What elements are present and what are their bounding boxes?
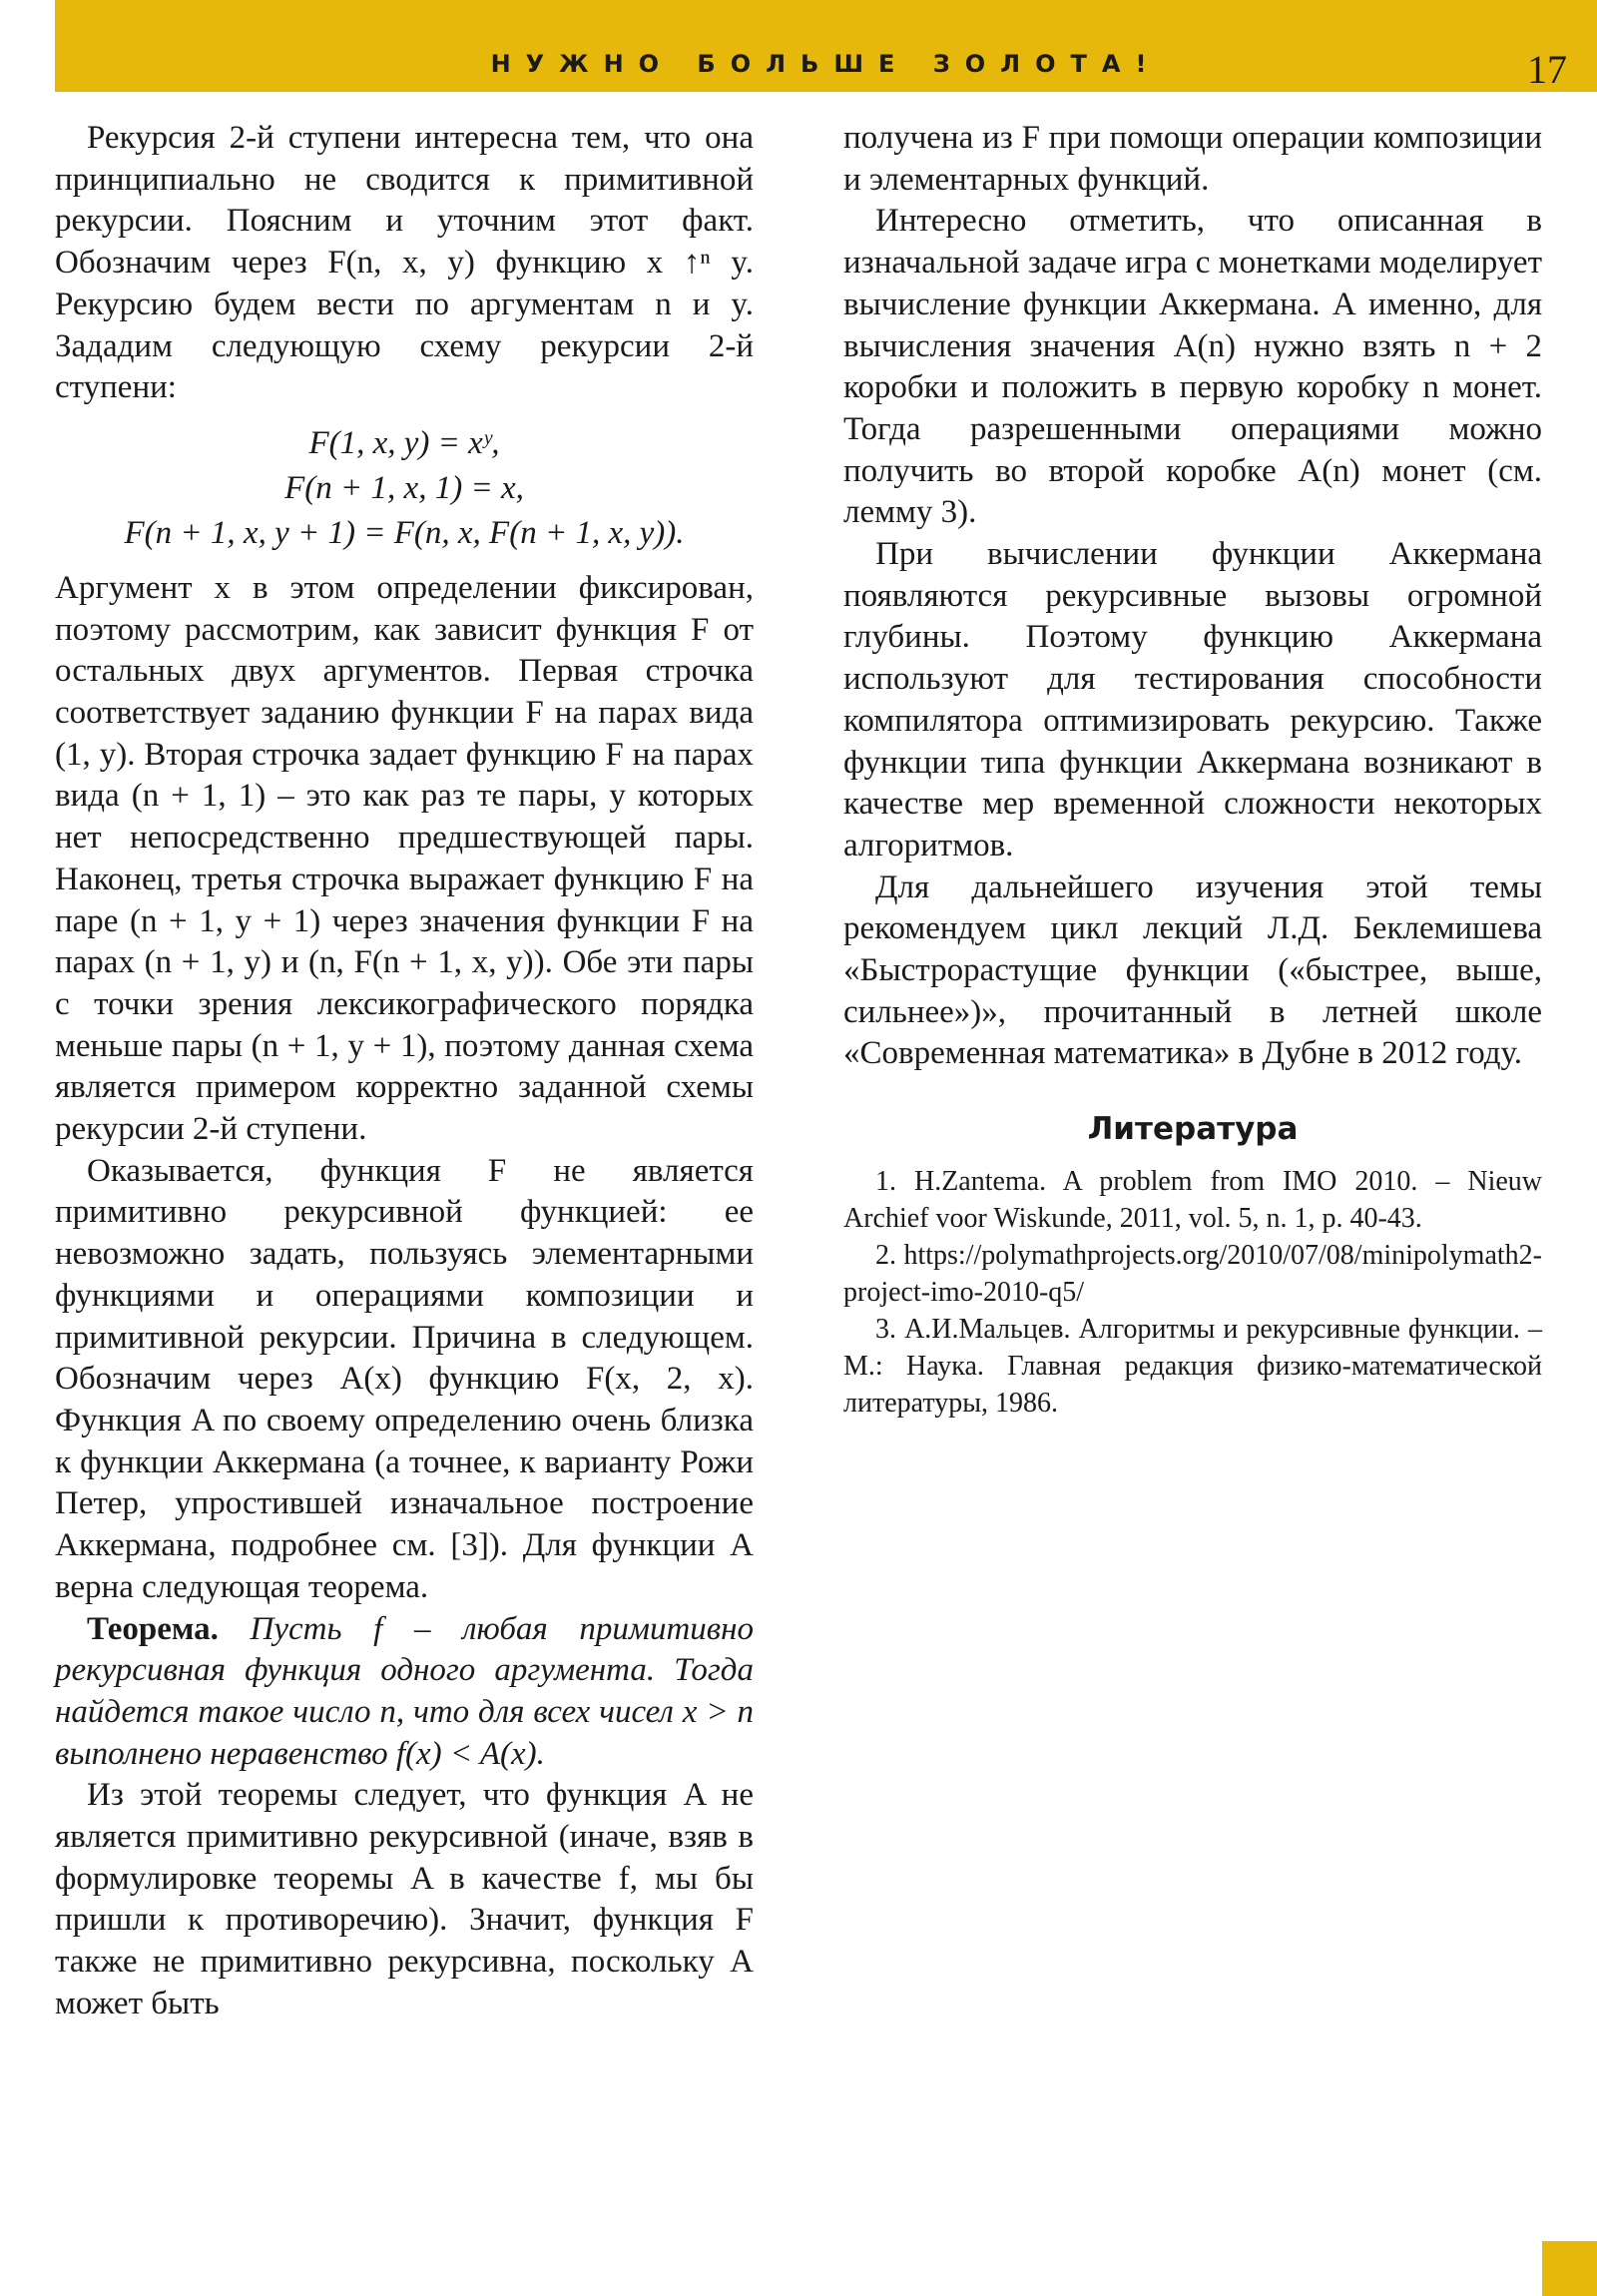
left-paragraph-1: Рекурсия 2-й ступени интересна тем, что она принципиально не сводится к примитивной рекурсии. Поясним и уточним этот факт. Обозначим через F(n, x, y) функцию x ↑ⁿ y. Рекурсию будем вести по аргументам n и y. Зададим следующую схему рекурсии 2-й ступени: xyxy=(55,120,754,406)
reference-1: 1. H.Zantema. A problem from IMO 2010. – Nieuw Archief voor Wiskunde, 2011, vol. 5, n. 1, p. 40-43. xyxy=(843,1165,1542,1234)
formula-line-1: F(1, x, y) = xʸ, xyxy=(308,424,500,461)
formula-line-2: F(n + 1, x, 1) = x, xyxy=(284,469,524,506)
theorem-label: Теорема. xyxy=(87,1610,219,1647)
formula-line-3: F(n + 1, x, y + 1) = F(n, x, F(n + 1, x, y)). xyxy=(124,514,685,551)
left-paragraph-3: Оказывается, функция F не является примитивно рекурсивной функцией: ее невозможно задать, пользуясь элементарными функциями и операциями композиции и примитивной рекурсии. Причина в следующем. Обозначим через A(x) функцию F(x, 2, x). Функция A по своему определению очень близка к функции Аккермана (а точнее, к варианту Рожи Петер, упростившей изначальное построение Аккермана, подробнее см. [3]). Для функции A верна следующая теорема. xyxy=(55,1152,754,1605)
reference-3: 3. А.И.Мальцев. Алгоритмы и рекурсивные функции. – М.: Наука. Главная редакция физико-математической литературы, 1986. xyxy=(843,1313,1542,1419)
left-column xyxy=(55,118,754,2025)
right-paragraph-1: получена из F при помощи операции композиции и элементарных функций. xyxy=(843,120,1542,198)
literature-heading: Литература xyxy=(1087,1111,1299,1148)
reference-2 xyxy=(843,1237,1542,1311)
page-header-bar xyxy=(55,0,1597,92)
left-paragraph-4: Из этой теоремы следует, что функция A не является примитивно рекурсивной (иначе, взяв в формулировке теоремы A в качестве f, мы бы пришли к противоречию). Значит, функция F также не примитивно рекурсивна, поскольку A может быть xyxy=(55,1777,754,2021)
right-column xyxy=(843,118,1542,1422)
corner-decoration xyxy=(1542,2241,1597,2296)
right-paragraph-3: При вычислении функции Аккермана появляются рекурсивные вызовы огромной глубины. Поэтому функцию Аккермана используют для тестирования способности компилятора оптимизировать рекурсию. Также функции типа функции Аккермана возникают в качестве мер временной сложности некоторых алгоритмов. xyxy=(843,536,1542,863)
right-paragraph-2: Интересно отметить, что описанная в изначальной задаче игра с монетками моделирует вычисление функции Аккермана. А именно, для вычисления значения A(n) нужно взять n + 2 коробки и положить в первую коробку n монет. Тогда разрешенными операциями можно получить во второй коробке A(n) монет (см. лемму 3). xyxy=(843,203,1542,531)
theorem xyxy=(55,1609,754,1776)
running-title: НУЖНО БОЛЬШЕ ЗОЛОТА! xyxy=(490,50,1162,78)
left-paragraph-2: Аргумент x в этом определении фиксирован, поэтому рассмотрим, как зависит функция F от остальных двух аргументов. Первая строчка соответствует заданию функции F на парах вида (1, y). Вторая строчка задает функцию F на парах вида (n + 1, 1) – это как раз те пары, у которых нет непосредственно предшествующей пары. Наконец, третья строчка выражает функцию F на паре (n + 1, y + 1) через значения функции F на парах (n + 1, y) и (n, F(n + 1, x, y)). Обе эти пары с точки зрения лексикографического порядка меньше пары (n + 1, y + 1), поэтому данная схема является примером корректно заданной схемы рекурсии 2-й ступени. xyxy=(55,569,754,1148)
right-paragraph-4: Для дальнейшего изучения этой темы рекомендуем цикл лекций Л.Д. Беклемишева «Быстрорастущие функции («быстрее, выше, сильнее»)», прочитанный в летней школе «Современная математика» в Дубне в 2012 году. xyxy=(843,868,1542,1072)
reference-2-link[interactable]: 2. https://polymathprojects.org/2010/07/08/minipolymath2-project-imo-2010-q5/ xyxy=(843,1239,1542,1308)
recursion-scheme xyxy=(55,421,754,556)
page-number: 17 xyxy=(1527,47,1567,92)
theorem-text: Пусть f – любая примитивно рекурсивная функция одного аргумента. Тогда найдется такое число n, что для всех чисел x > n выполнено неравенство f(x) < A(x). xyxy=(55,1610,754,1772)
